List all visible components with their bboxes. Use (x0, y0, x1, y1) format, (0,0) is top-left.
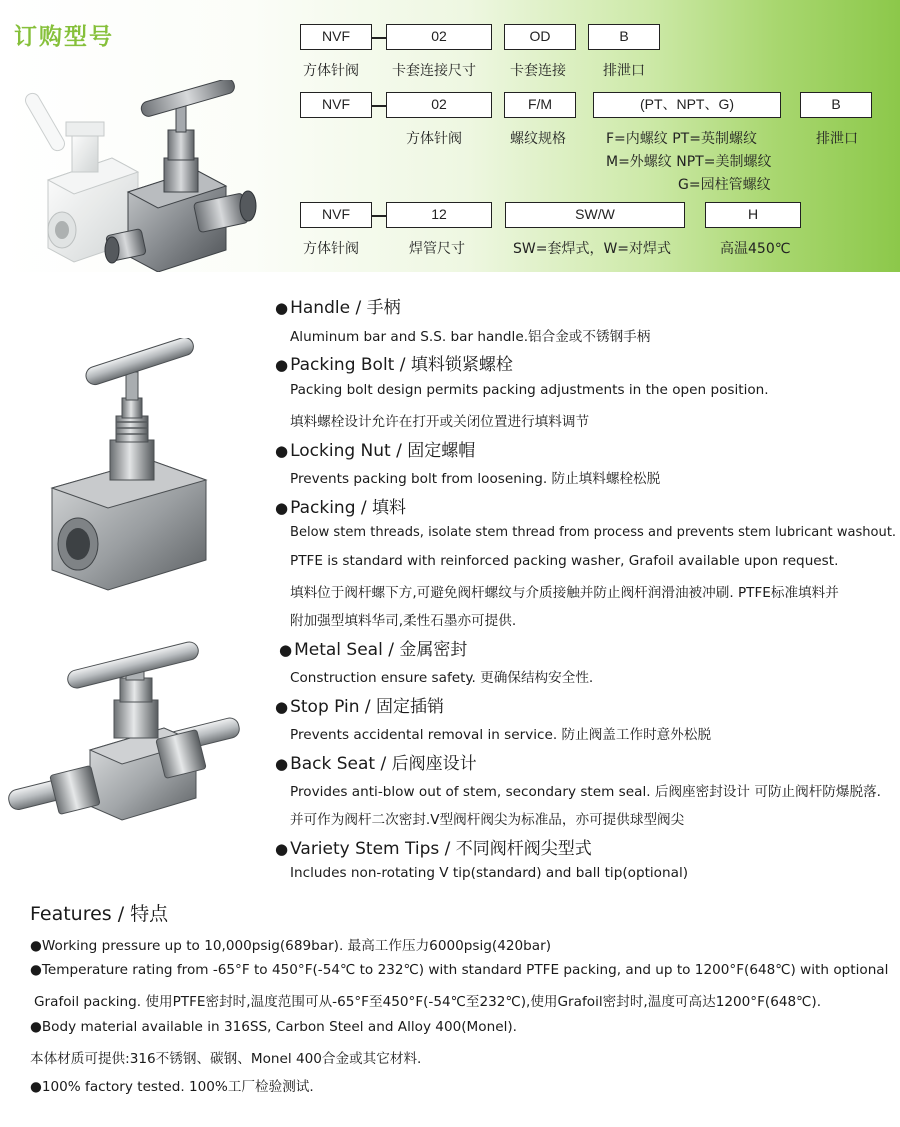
spec-heading-packing: ● Packing / 填料 (275, 498, 407, 518)
spec-line: Aluminum bar and S.S. bar handle.铝合金或不锈钢手柄 (290, 329, 651, 345)
row1-box-size: 02 (386, 24, 492, 50)
spec-line: 填料位于阀杆螺下方,可避免阀杆螺纹与介质接触并防止阀杆润滑油被冲刷. PTFE标准填料并 (290, 585, 839, 601)
spec-line: Construction ensure safety. 更确保结构安全性. (290, 670, 594, 686)
spec-line: 并可作为阀杆二次密封.V型阀杆阀尖为标准品，亦可提供球型阀尖 (290, 812, 685, 828)
row2-box-fm: F/M (504, 92, 576, 118)
features-title: Features / 特点 (30, 903, 169, 925)
row2-box-size: 02 (386, 92, 492, 118)
row1-connector (372, 37, 386, 39)
spec-heading-locking-nut: ● Locking Nut / 固定螺帽 (275, 441, 476, 461)
row3-label-body: 方体针阀 (303, 241, 359, 257)
feature-line: 本体材质可提供:316不锈钢、碳钢、Monel 400合金或其它材料. (30, 1051, 422, 1067)
spec-heading-packing-bolt: ● Packing Bolt / 填料锁紧螺栓 (275, 355, 513, 375)
row1-box-b: B (588, 24, 660, 50)
row3-label-type: SW=套焊式，W=对焊式 (513, 241, 672, 257)
spec-line: Includes non-rotating V tip(standard) and ball tip(optional) (290, 865, 689, 881)
feature-line: ●Working pressure up to 10,000psig(689bar). 最高工作压力6000psig(420bar) (30, 938, 551, 954)
feature-line: ●Body material available in 316SS, Carbon Steel and Alloy 400(Monel). (30, 1019, 517, 1035)
row2-label-f: F=内螺纹 PT=英制螺纹 (606, 131, 757, 147)
row3-label-size: 焊管尺寸 (409, 241, 465, 257)
spec-line: Provides anti-blow out of stem, secondary stem seal. 后阀座密封设计 可防止阀杆防爆脱落. (290, 784, 882, 800)
row1-label-body: 方体针阀 (303, 63, 359, 79)
row1-label-drain: 排泄口 (603, 63, 645, 79)
row2-label-spec: 螺纹规格 (510, 131, 566, 147)
row2-label-drain: 排泄口 (816, 131, 858, 147)
spec-heading-back-seat: ● Back Seat / 后阀座设计 (275, 754, 477, 774)
spec-heading-stem-tips: ● Variety Stem Tips / 不同阀杆阀尖型式 (275, 839, 592, 859)
row2-label-g: G=园柱管螺纹 (678, 177, 771, 193)
row2-connector (372, 105, 386, 107)
row1-label-conn: 卡套连接 (510, 63, 566, 79)
spec-heading-metal-seal: ● Metal Seal / 金属密封 (279, 640, 468, 660)
row3-box-nvf: NVF (300, 202, 372, 228)
row3-box-h: H (705, 202, 801, 228)
row3-box-size: 12 (386, 202, 492, 228)
spec-line: Packing bolt design permits packing adjustments in the open position. (290, 382, 769, 398)
row2-box-nvf: NVF (300, 92, 372, 118)
row1-box-nvf: NVF (300, 24, 372, 50)
row3-label-temp: 高温450℃ (720, 241, 791, 257)
row3-box-sw: SW/W (505, 202, 685, 228)
row3-connector (372, 215, 386, 217)
ordering-title: 订购型号 (14, 24, 114, 50)
row2-box-thread: (PT、NPT、G) (593, 92, 781, 118)
spec-heading-stop-pin: ● Stop Pin / 固定插销 (275, 697, 445, 717)
feature-line: ●100% factory tested. 100%工厂检验测试. (30, 1079, 314, 1095)
feature-line: ●Temperature rating from -65°F to 450°F(-54℃ to 232℃) with standard PTFE packing, and up to 1200°F(648℃) with optional (30, 962, 889, 978)
spec-line: Below stem threads, isolate stem thread from process and prevents stem lubricant washout. (290, 524, 897, 540)
row2-label-body: 方体针阀 (406, 131, 462, 147)
spec-line: Prevents accidental removal in service. 防止阀盖工作时意外松脱 (290, 727, 712, 743)
spec-line: PTFE is standard with reinforced packing washer, Grafoil available upon request. (290, 553, 839, 569)
female-valve-photo (44, 338, 216, 598)
tube-valve-photo (6, 630, 246, 842)
feature-line: Grafoil packing. 使用PTFE密封时,温度范围可从-65°F至450°F(-54℃至232℃),使用Grafoil密封时,温度可高达1200°F(648℃). (34, 994, 822, 1010)
row1-box-od: OD (504, 24, 576, 50)
spec-line: Prevents packing bolt from loosening. 防止填料螺栓松脱 (290, 471, 661, 487)
spec-heading-handle: ● Handle / 手柄 (275, 298, 401, 318)
row2-box-b: B (800, 92, 872, 118)
row2-label-m: M=外螺纹 NPT=美制螺纹 (606, 154, 772, 170)
ordering-header (0, 0, 900, 272)
header-valve-photo (0, 80, 270, 272)
row1-label-size: 卡套连接尺寸 (392, 63, 476, 79)
spec-line: 附加强型填料华司,柔性石墨亦可提供. (290, 613, 517, 629)
spec-line: 填料螺栓设计允许在打开或关闭位置进行填料调节 (290, 414, 590, 430)
